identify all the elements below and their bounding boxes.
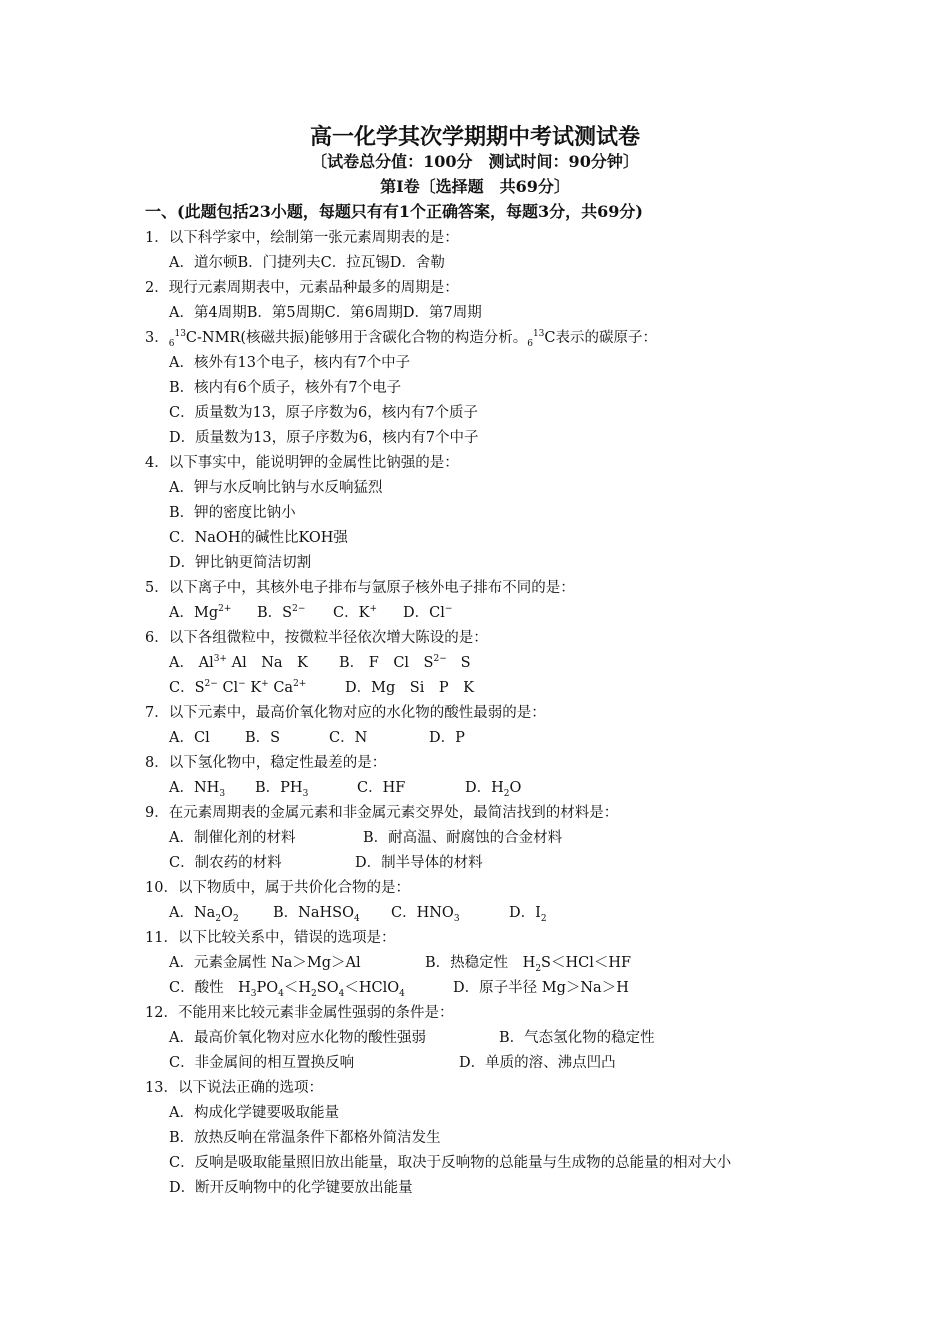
question-6-options-ab bbox=[145, 651, 825, 676]
question-10-options bbox=[145, 901, 825, 926]
option-d: D．P bbox=[429, 730, 465, 746]
section-heading: 一、(此题包括23小题，每题只有有1个正确答案，每题3分，共69分) bbox=[145, 202, 643, 221]
option-b: B．热稳定性 $H_2S<HCl<HF$ bbox=[425, 955, 632, 974]
option-c: C．HF bbox=[357, 780, 406, 796]
option-a: A．$Na_2O_2$ bbox=[169, 905, 239, 924]
question-11-options-cd bbox=[145, 976, 825, 1001]
question-5-stem: 5．以下离子中，其核外电子排布与氩原子核外电子排布不同的是： bbox=[145, 580, 575, 596]
option-b: B．耐高温、耐腐蚀的合金材料 bbox=[363, 830, 563, 846]
option-a: A．道尔顿 bbox=[169, 255, 238, 271]
option-b: B． F Cl $S^{2-}$ S bbox=[339, 654, 471, 671]
option-c: C．$HNO_3$ bbox=[391, 905, 460, 924]
option-a: A．元素金属性 Na＞Mg＞Al bbox=[169, 955, 361, 971]
option-d: D．$H_2O$ bbox=[465, 780, 522, 799]
option-c: C．$S^{2-}$ Cl− K+ $Ca^{2+}$ bbox=[169, 679, 307, 696]
option-a: A．最高价氧化物对应水化物的酸性强弱 bbox=[169, 1030, 426, 1046]
exam-subtitle: 〔试卷总分值：100分 测试时间：90分钟〕 bbox=[311, 152, 639, 171]
question-6-stem: 6．以下各组微粒中，按微粒半径依次增大陈设的是： bbox=[145, 630, 488, 646]
question-11-stem: 11．以下比较关系中，错误的选项是： bbox=[145, 930, 396, 946]
option-a: A．钾与水反响比钠与水反响猛烈 bbox=[169, 480, 383, 496]
option-c: C．非金属间的相互置换反响 bbox=[169, 1055, 355, 1071]
option-a: A．核外有13个电子，核内有7个中子 bbox=[169, 355, 411, 371]
option-d: D．钾比钠更简洁切割 bbox=[169, 555, 312, 571]
option-a: A．构成化学键要吸取能量 bbox=[169, 1105, 339, 1121]
question-4-stem: 4．以下事实中，能说明钾的金属性比钠强的是： bbox=[145, 455, 459, 471]
question-13-stem: 13．以下说法正确的选项： bbox=[145, 1080, 323, 1096]
option-b: B．放热反响在常温条件下都格外简洁发生 bbox=[169, 1130, 441, 1146]
option-d: D．Mg Si P K bbox=[345, 680, 474, 696]
option-b: B．$PH_3$ bbox=[255, 780, 309, 799]
question-12-stem: 12．不能用来比较元素非金属性强弱的条件是： bbox=[145, 1005, 454, 1021]
question-9-options-cd bbox=[145, 851, 825, 876]
option-c: C．N bbox=[329, 730, 368, 746]
option-d: D．第7周期 bbox=[402, 305, 482, 321]
option-c: C．酸性 $H_3PO_4<H_2SO_4<HClO_4$ bbox=[169, 980, 405, 999]
question-3-stem: 3．$_6^{13}$C-NMR(核磁共振)能够用于含碳化合物的构造分析。$_6^{13}$C表示的碳原子： bbox=[145, 329, 657, 349]
part-heading: 第I卷〔选择题 共69分〕 bbox=[380, 177, 570, 196]
option-d: D．舍勒 bbox=[389, 255, 445, 271]
option-b: B．第5周期 bbox=[246, 305, 325, 321]
option-c: C．K+ bbox=[333, 604, 377, 621]
question-12-options-cd bbox=[145, 1051, 825, 1076]
question-2-stem: 2．现行元素周期表中，元素品种最多的周期是： bbox=[145, 280, 459, 296]
option-b: B．钾的密度比钠小 bbox=[169, 505, 296, 521]
option-a: A．$Mg^{2+}$ bbox=[169, 604, 232, 621]
option-a: A．$NH_3$ bbox=[169, 780, 226, 799]
question-1-stem: 1．以下科学家中，绘制第一张元素周期表的是： bbox=[145, 230, 459, 246]
question-list bbox=[145, 226, 825, 1201]
option-b: B．气态氢化物的稳定性 bbox=[499, 1030, 655, 1046]
question-1-options bbox=[145, 251, 825, 276]
question-7-stem: 7．以下元素中，最高价氧化物对应的水化物的酸性最弱的是： bbox=[145, 705, 546, 721]
option-a: A．制催化剂的材料 bbox=[169, 830, 296, 846]
option-d: D．$I_2$ bbox=[509, 905, 547, 924]
option-d: D．原子半径 Mg＞Na＞H bbox=[453, 980, 629, 996]
question-7-options bbox=[145, 726, 825, 751]
question-9-options-ab bbox=[145, 826, 825, 851]
option-b: B．$S^{2-}$ bbox=[257, 604, 306, 621]
option-d: D．制半导体的材料 bbox=[355, 855, 483, 871]
question-6-options-cd bbox=[145, 676, 825, 701]
question-10-stem: 10．以下物质中，属于共价化合物的是： bbox=[145, 880, 410, 896]
option-a: A．Cl bbox=[169, 730, 210, 746]
option-c: C．反响是吸取能量照旧放出能量，取决于反响物的总能量与生成物的总能量的相对大小 bbox=[169, 1155, 732, 1171]
option-d: D．Cl− bbox=[403, 604, 453, 621]
option-a: A． $Al^{3+}$ Al Na K bbox=[169, 654, 308, 671]
option-d: D．单质的溶、沸点凹凸 bbox=[459, 1055, 616, 1071]
question-2-options bbox=[145, 301, 825, 326]
option-b: B．核内有6个质子，核外有7个电子 bbox=[169, 380, 402, 396]
exam-title: 高一化学其次学期期中考试测试卷 bbox=[309, 124, 640, 150]
option-b: B．门捷列夫 bbox=[237, 255, 321, 271]
option-c: C．拉瓦锡 bbox=[320, 255, 390, 271]
option-c: C．质量数为13，原子序数为6，核内有7个质子 bbox=[169, 405, 478, 421]
option-a: A．第4周期 bbox=[169, 305, 247, 321]
option-d: D．质量数为13，原子序数为6，核内有7个中子 bbox=[169, 430, 479, 446]
question-5-options bbox=[145, 601, 825, 626]
question-9-stem: 9．在元素周期表的金属元素和非金属元素交界处，最简洁找到的材料是： bbox=[145, 805, 619, 821]
question-12-options-ab bbox=[145, 1026, 825, 1051]
option-b: B．NaHSO$_4$ bbox=[273, 905, 360, 924]
question-8-stem: 8．以下氢化物中，稳定性最差的是： bbox=[145, 755, 387, 771]
option-b: B．S bbox=[245, 730, 281, 746]
option-c: C．NaOH的碱性比KOH强 bbox=[169, 530, 348, 546]
option-c: C．第6周期 bbox=[324, 305, 403, 321]
question-8-options bbox=[145, 776, 825, 801]
option-c: C．制农药的材料 bbox=[169, 855, 282, 871]
option-d: D．断开反响物中的化学键要放出能量 bbox=[169, 1180, 413, 1196]
question-11-options-ab bbox=[145, 951, 825, 976]
